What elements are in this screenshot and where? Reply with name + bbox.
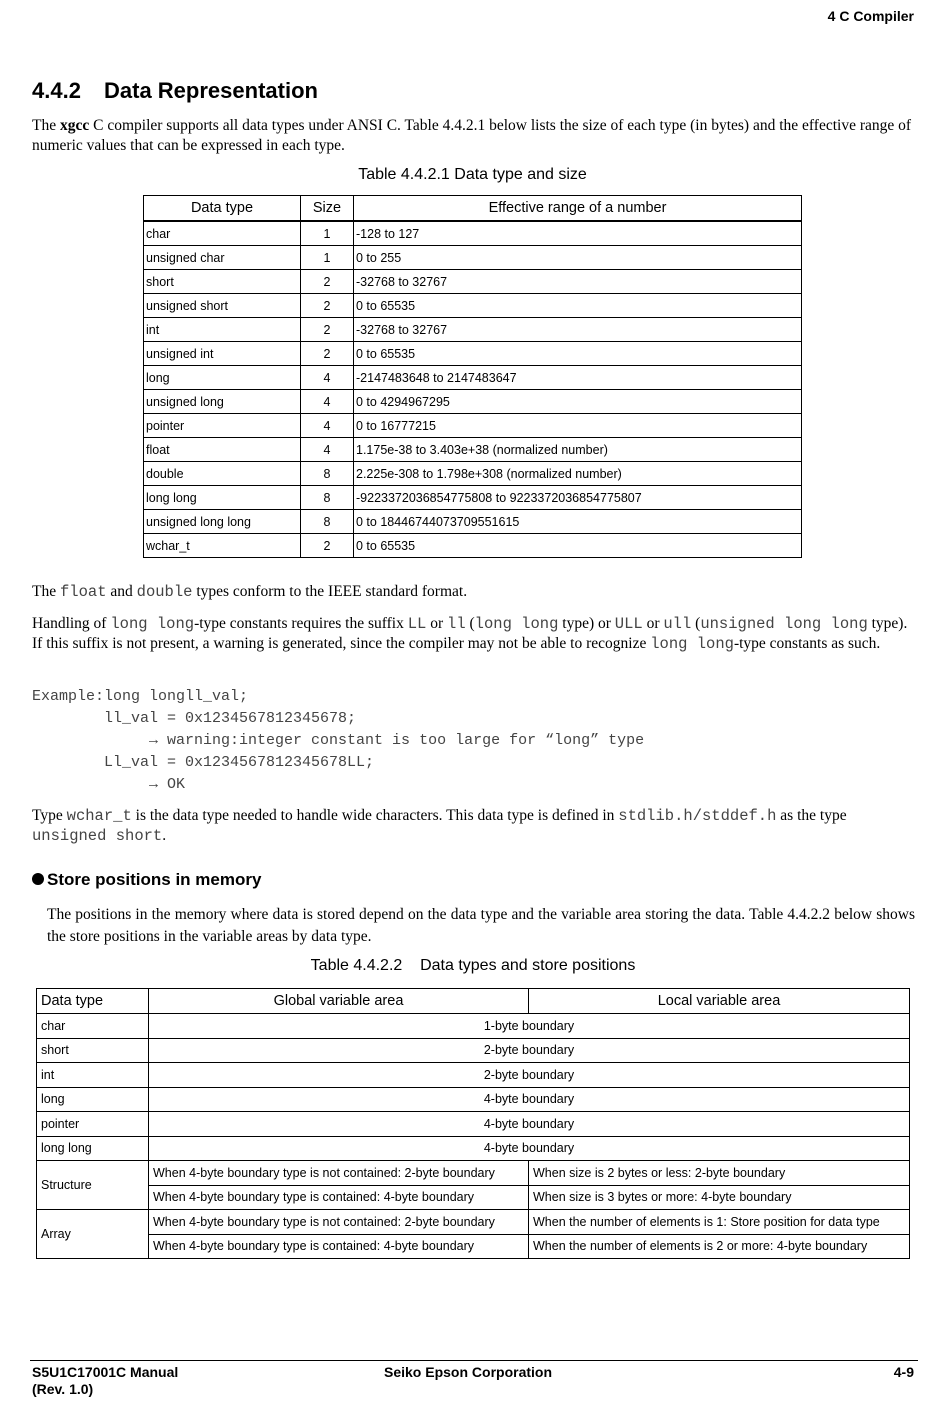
cell-type: long: [37, 1087, 149, 1112]
code-term: LL: [407, 615, 427, 633]
table-row: [37, 1112, 910, 1137]
cell-boundary: 2-byte boundary: [149, 1038, 910, 1063]
cell-global: When 4-byte boundary type is not contained: 2-byte boundary: [149, 1161, 529, 1186]
wchar-paragraph: Type wchar_t is the data type needed to handle wide characters. This data type is defined in stdlib.h/stddef.h as the type unsigned short.: [32, 807, 847, 845]
code-term: long long: [650, 635, 734, 653]
cell-type: long long: [144, 486, 301, 510]
cell-type: Array: [37, 1210, 149, 1259]
table-row: [144, 342, 802, 366]
cell-type: long long: [37, 1136, 149, 1161]
code-term: double: [136, 583, 193, 601]
cell-size: 8: [301, 462, 354, 486]
code-term: wchar_t: [66, 807, 132, 825]
intro-text: C compiler supports all data types under ANSI C. Table 4.4.2.1 below lists the size of each type (in bytes) and the effective range of numeric values that can be expressed in each type.: [32, 117, 912, 154]
cell-range: -9223372036854775808 to 9223372036854775807: [354, 486, 802, 510]
table2-caption: Table 4.4.2.2 Data types and store positions: [310, 957, 636, 974]
code-term: long long: [110, 615, 195, 633]
cell-type: short: [37, 1038, 149, 1063]
store-positions-heading: [32, 870, 261, 890]
table-row: [37, 1136, 910, 1161]
table-row: [37, 1014, 910, 1039]
table-row: [37, 1087, 910, 1112]
cell-size: 2: [301, 318, 354, 342]
manual-name: S5U1C17001C Manual: [32, 1364, 179, 1380]
table-row: [144, 270, 802, 294]
table-row: [144, 318, 802, 342]
store-paragraph: The positions in the memory where data is stored depend on the data type and the variable area storing the data. Table 4.4.2.2 below shows the store positions in the variable areas by data type.: [47, 906, 915, 945]
cell-range: 0 to 65535: [354, 342, 802, 366]
column-header: Global variable area: [149, 989, 529, 1014]
cell-range: 0 to 65535: [354, 294, 802, 318]
section-heading: Data Representation: [104, 78, 318, 103]
table-row: [144, 294, 802, 318]
intro-paragraph: [32, 116, 916, 156]
store-positions-table: [36, 988, 910, 1259]
cell-type: pointer: [144, 414, 301, 438]
cell-type: pointer: [37, 1112, 149, 1137]
cell-global: When 4-byte boundary type is contained: 4-byte boundary: [149, 1234, 529, 1259]
cell-size: 1: [301, 246, 354, 270]
cell-range: 0 to 4294967295: [354, 390, 802, 414]
table-row: [144, 390, 802, 414]
cell-range: 0 to 16777215: [354, 414, 802, 438]
code-term: ull: [663, 615, 692, 633]
table-row: [37, 1210, 910, 1235]
code-term: unsigned short: [32, 827, 163, 845]
table-row: [37, 1063, 910, 1088]
cell-boundary: 2-byte boundary: [149, 1063, 910, 1088]
cell-range: 0 to 65535: [354, 534, 802, 558]
cell-range: -128 to 127: [354, 221, 802, 246]
cell-size: 8: [301, 486, 354, 510]
table-row: [144, 486, 802, 510]
code-term: stdlib.h/stddef.h: [618, 807, 777, 825]
bullet-icon: [32, 873, 44, 885]
cell-type: unsigned long: [144, 390, 301, 414]
code-line: ll_val = 0x1234567812345678;: [32, 710, 357, 727]
example-code-block: [32, 686, 644, 796]
cell-size: 4: [301, 366, 354, 390]
cell-type: char: [37, 1014, 149, 1039]
code-line: → OK: [32, 776, 186, 793]
table-row: [144, 462, 802, 486]
code-term: unsigned long long: [700, 615, 868, 633]
table-row: [144, 438, 802, 462]
cell-type: int: [37, 1063, 149, 1088]
cell-global: When 4-byte boundary type is not contained: 2-byte boundary: [149, 1210, 529, 1235]
table-row: [144, 246, 802, 270]
cell-boundary: 1-byte boundary: [149, 1014, 910, 1039]
code-line: → warning:integer constant is too large for “long” type: [32, 732, 645, 749]
table-header-row: [37, 989, 910, 1014]
cell-size: 2: [301, 342, 354, 366]
cell-global: When 4-byte boundary type is contained: 4-byte boundary: [149, 1185, 529, 1210]
table-row: [144, 534, 802, 558]
table-row: [144, 510, 802, 534]
table-row: [37, 1038, 910, 1063]
cell-size: 8: [301, 510, 354, 534]
running-header: 4 C Compiler: [827, 8, 914, 24]
table-body: [37, 1014, 910, 1259]
table-body: [144, 221, 802, 558]
column-header: Data type: [144, 196, 301, 222]
code-line: Example:long longll_val;: [32, 688, 249, 705]
table-row: [37, 1185, 910, 1210]
cell-type: short: [144, 270, 301, 294]
footer-rule: [30, 1360, 918, 1361]
cell-local: When size is 3 bytes or more: 4-byte boundary: [529, 1185, 910, 1210]
intro-text: The: [32, 117, 60, 134]
cell-size: 4: [301, 414, 354, 438]
compiler-name: xgcc: [59, 117, 90, 134]
table-row: [37, 1234, 910, 1259]
column-header: Effective range of a number: [354, 196, 802, 222]
cell-range: -2147483648 to 2147483647: [354, 366, 802, 390]
cell-range: 0 to 255: [354, 246, 802, 270]
cell-range: 0 to 18446744073709551615: [354, 510, 802, 534]
column-header: Local variable area: [529, 989, 910, 1014]
table-row: [144, 366, 802, 390]
heading-text: Store positions in memory: [47, 870, 262, 889]
cell-range: -32768 to 32767: [354, 318, 802, 342]
cell-type: int: [144, 318, 301, 342]
manual-revision: (Rev. 1.0): [32, 1381, 94, 1397]
cell-type: unsigned long long: [144, 510, 301, 534]
cell-type: wchar_t: [144, 534, 301, 558]
long-long-paragraph: Handling of long long-type constants requires the suffix LL or ll (long long type) or ULL or ull (unsigned long long type). If this suffix is not present, a warning is generated, since the compiler may not be able to recognize long long-type constants as such.: [32, 615, 908, 653]
code-term: ULL: [614, 615, 643, 633]
cell-type: double: [144, 462, 301, 486]
cell-type: float: [144, 438, 301, 462]
table-row: [37, 1161, 910, 1186]
footer-manual: [32, 1364, 178, 1398]
table-row: [144, 221, 802, 246]
cell-size: 2: [301, 294, 354, 318]
cell-boundary: 4-byte boundary: [149, 1136, 910, 1161]
code-term: ll: [447, 615, 466, 633]
table1-caption: Table 4.4.2.1 Data type and size: [358, 166, 587, 183]
cell-type: unsigned short: [144, 294, 301, 318]
cell-boundary: 4-byte boundary: [149, 1112, 910, 1137]
code-term: float: [59, 583, 107, 601]
cell-size: 1: [301, 221, 354, 246]
table-row: [144, 414, 802, 438]
cell-type: Structure: [37, 1161, 149, 1210]
table-header-row: [144, 196, 802, 222]
cell-size: 4: [301, 438, 354, 462]
cell-boundary: 4-byte boundary: [149, 1087, 910, 1112]
cell-size: 4: [301, 390, 354, 414]
data-type-size-table: [143, 195, 802, 558]
cell-local: When the number of elements is 2 or more: 4-byte boundary: [529, 1234, 910, 1259]
code-line: Ll_val = 0x1234567812345678LL;: [32, 754, 375, 771]
code-term: long long: [474, 615, 559, 633]
cell-range: -32768 to 32767: [354, 270, 802, 294]
cell-size: 2: [301, 270, 354, 294]
page-number: 4-9: [893, 1364, 914, 1380]
footer-company: Seiko Epson Corporation: [384, 1364, 553, 1380]
cell-type: char: [144, 221, 301, 246]
column-header: Data type: [37, 989, 149, 1014]
section-title: [32, 78, 318, 104]
cell-range: 1.175e-38 to 3.403e+38 (normalized number): [354, 438, 802, 462]
section-number: 4.4.2: [32, 78, 81, 103]
cell-local: When size is 2 bytes or less: 2-byte boundary: [529, 1161, 910, 1186]
ieee-paragraph: The float and double types conform to the IEEE standard format.: [32, 583, 468, 601]
cell-size: 2: [301, 534, 354, 558]
cell-type: unsigned int: [144, 342, 301, 366]
cell-range: 2.225e-308 to 1.798e+308 (normalized number): [354, 462, 802, 486]
cell-local: When the number of elements is 1: Store position for data type: [529, 1210, 910, 1235]
column-header: Size: [301, 196, 354, 222]
cell-type: unsigned char: [144, 246, 301, 270]
cell-type: long: [144, 366, 301, 390]
